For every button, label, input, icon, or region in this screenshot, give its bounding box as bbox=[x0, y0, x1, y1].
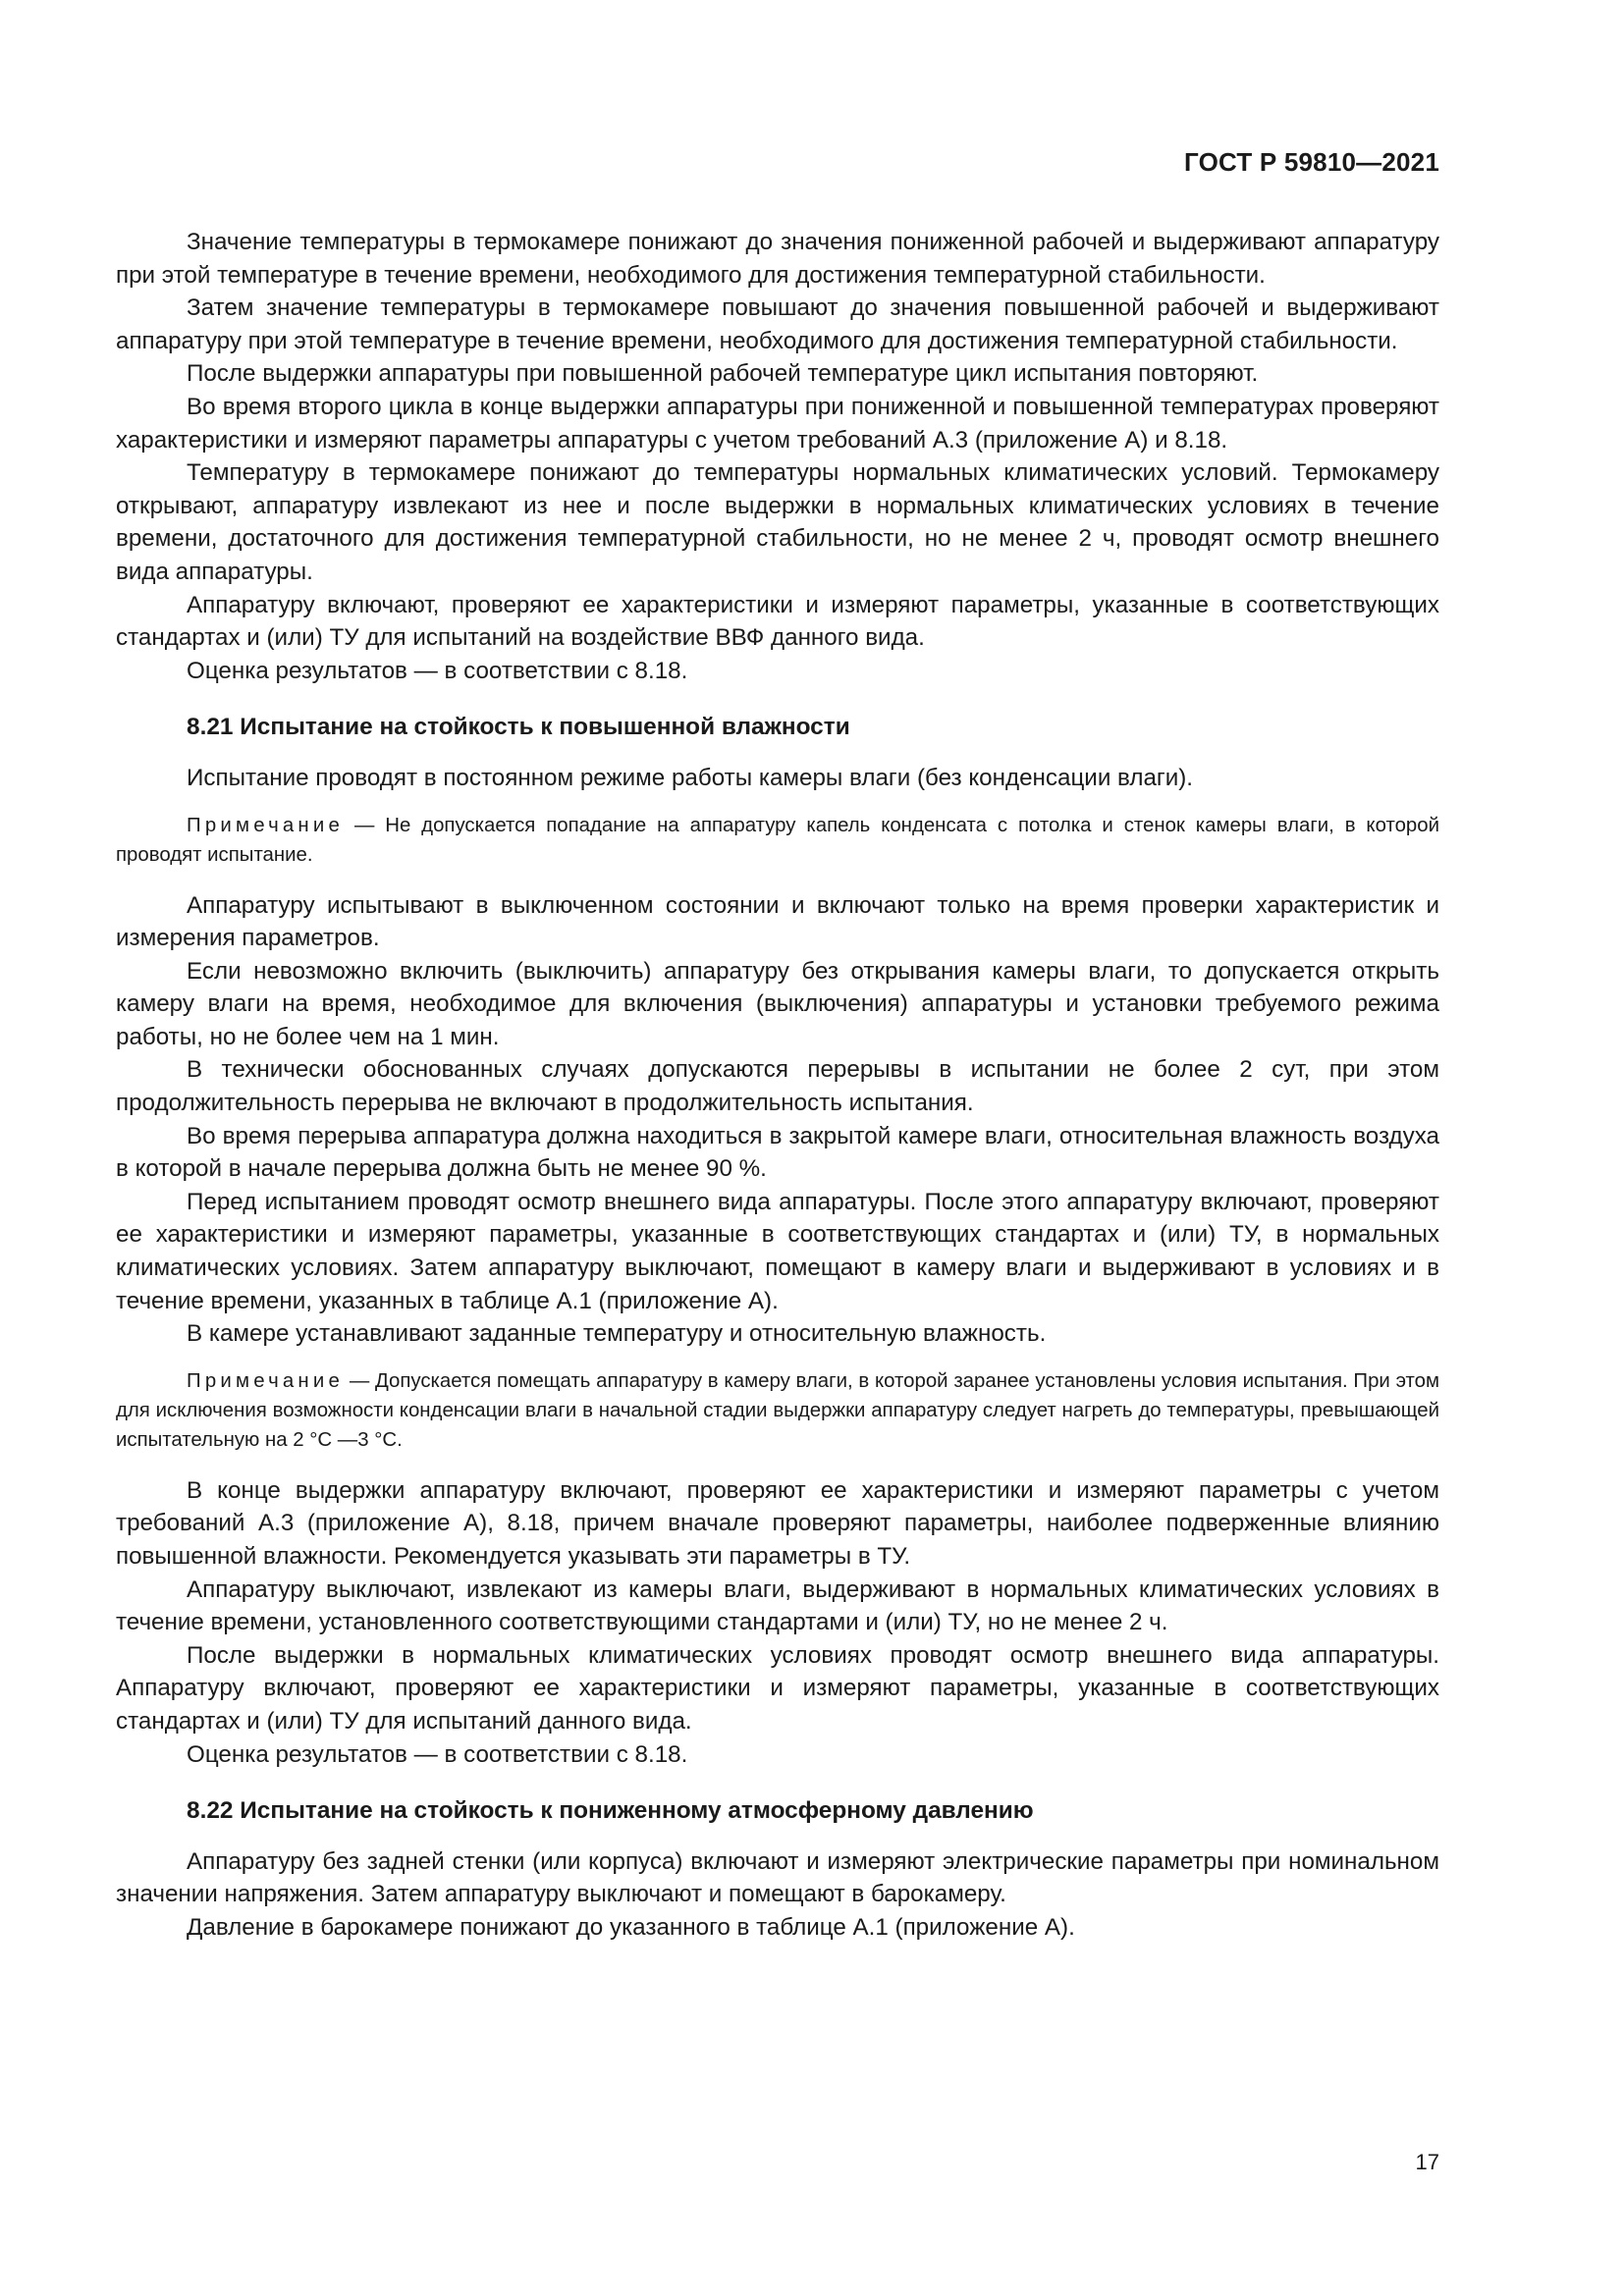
note bbox=[116, 1366, 1439, 1455]
note-label: Примечание bbox=[187, 814, 345, 836]
page-number: 17 bbox=[1415, 2150, 1439, 2174]
paragraph: Аппаратуру включают, проверяют ее характеристики и измеряют параметры, указанные в соответствующих стандартах и (или) ТУ для испытаний на воздействие ВВФ данного вида. bbox=[116, 591, 1439, 652]
paragraph: Значение температуры в термокамере понижают до значения пониженной рабочей и выдерживают аппаратуру при этой температуре в течение времени, необходимого для достижения температурной стабильности. bbox=[116, 229, 1439, 289]
section-heading-8-21: 8.21 Испытание на стойкость к повышенной влажности bbox=[187, 714, 850, 741]
paragraph: После выдержки в нормальных климатических условиях проводят осмотр внешнего вида аппаратуры. Аппаратуру включают, проверяют ее характеристики и измеряют параметры, указанные в соответствующих стандартах и (или) ТУ для испытаний данного вида. bbox=[116, 1641, 1439, 1735]
paragraph: Испытание проводят в постоянном режиме работы камеры влаги (без конденсации влаги). bbox=[187, 764, 1194, 791]
note-label: Примечание bbox=[187, 1369, 345, 1392]
paragraph: Оценка результатов — в соответствии с 8.18. bbox=[187, 1740, 688, 1768]
paragraph: Перед испытанием проводят осмотр внешнего вида аппаратуры. После этого аппаратуру включают, проверяют ее характеристики и измеряют параметры, указанные в соответствующих стандартах и (или) ТУ, в нормальных климатических условиях. Затем аппаратуру выключают, помещают в камеру влаги и выдерживают в условиях и в течение времени, указанных в таблице А.1 (приложение А). bbox=[116, 1188, 1439, 1314]
page-body bbox=[116, 226, 1439, 1945]
paragraph: Давление в барокамере понижают до указанного в таблице А.1 (приложение А). bbox=[187, 1913, 1075, 1941]
paragraph: Если невозможно включить (выключить) аппаратуру без открывания камеры влаги, то допускается открыть камеру влаги на время, необходимое для включения (выключения) аппаратуры и установки требуемого режима работы, но не более чем на 1 мин. bbox=[116, 957, 1439, 1050]
section-heading-8-22: 8.22 Испытание на стойкость к пониженному атмосферному давлению bbox=[187, 1797, 1034, 1825]
paragraph: Температуру в термокамере понижают до температуры нормальных климатических условий. Термокамеру открывают, аппаратуру извлекают из нее и после выдержки в нормальных климатических условиях в течение времени, достаточного для достижения температурной стабильности, но не менее 2 ч, проводят осмотр внешнего вида аппаратуры. bbox=[116, 459, 1439, 585]
paragraph: В камере устанавливают заданные температуру и относительную влажность. bbox=[187, 1320, 1047, 1348]
note bbox=[116, 811, 1439, 870]
paragraph: Аппаратуру без задней стенки (или корпуса) включают и измеряют электрические параметры при номинальном значении напряжения. Затем аппаратуру выключают и помещают в барокамеру. bbox=[116, 1847, 1439, 1908]
note-text: — Не допускается попадание на аппаратуру капель конденсата с потолка и стенок камеры влаги, в которой проводят испытание. bbox=[116, 814, 1439, 866]
paragraph: Аппаратуру испытывают в выключенном состоянии и включают только на время проверки характеристик и измерения параметров. bbox=[116, 891, 1439, 952]
document-header-id: ГОСТ Р 59810—2021 bbox=[1184, 147, 1439, 177]
note-text: — Допускается помещать аппаратуру в камеру влаги, в которой заранее установлены условия испытания. При этом для исключения возможности конденсации влаги в начальной стадии выдержки аппаратуру следует нагреть до температуры, превышающей испытательную на 2 °С —3 °С. bbox=[116, 1369, 1440, 1451]
paragraph: Затем значение температуры в термокамере повышают до значения повышенной рабочей и выдерживают аппаратуру при этой температуре в течение времени, необходимого для достижения температурной стабильности. bbox=[116, 294, 1439, 354]
paragraph: Аппаратуру выключают, извлекают из камеры влаги, выдерживают в нормальных климатических условиях в течение времени, установленного соответствующими стандартами и (или) ТУ, но не менее 2 ч. bbox=[116, 1575, 1439, 1636]
paragraph: Оценка результатов — в соответствии с 8.18. bbox=[187, 657, 688, 684]
paragraph: После выдержки аппаратуры при повышенной рабочей температуре цикл испытания повторяют. bbox=[187, 360, 1259, 388]
paragraph: В технически обоснованных случаях допускаются перерывы в испытании не более 2 сут, при этом продолжительность перерыва не включают в продолжительность испытания. bbox=[116, 1056, 1439, 1117]
paragraph: Во время второго цикла в конце выдержки аппаратуры при пониженной и повышенной температурах проверяют характеристики и измеряют параметры аппаратуры с учетом требований А.3 (приложение А) и 8.18. bbox=[116, 393, 1439, 454]
paragraph: Во время перерыва аппаратура должна находиться в закрытой камере влаги, относительная влажность воздуха в которой в начале перерыва должна быть не менее 90 %. bbox=[116, 1122, 1439, 1183]
paragraph: В конце выдержки аппаратуру включают, проверяют ее характеристики и измеряют параметры с учетом требований А.3 (приложение А), 8.18, причем вначале проверяют параметры, наиболее подверженные влиянию повышенной влажности. Рекомендуется указывать эти параметры в ТУ. bbox=[116, 1476, 1439, 1570]
